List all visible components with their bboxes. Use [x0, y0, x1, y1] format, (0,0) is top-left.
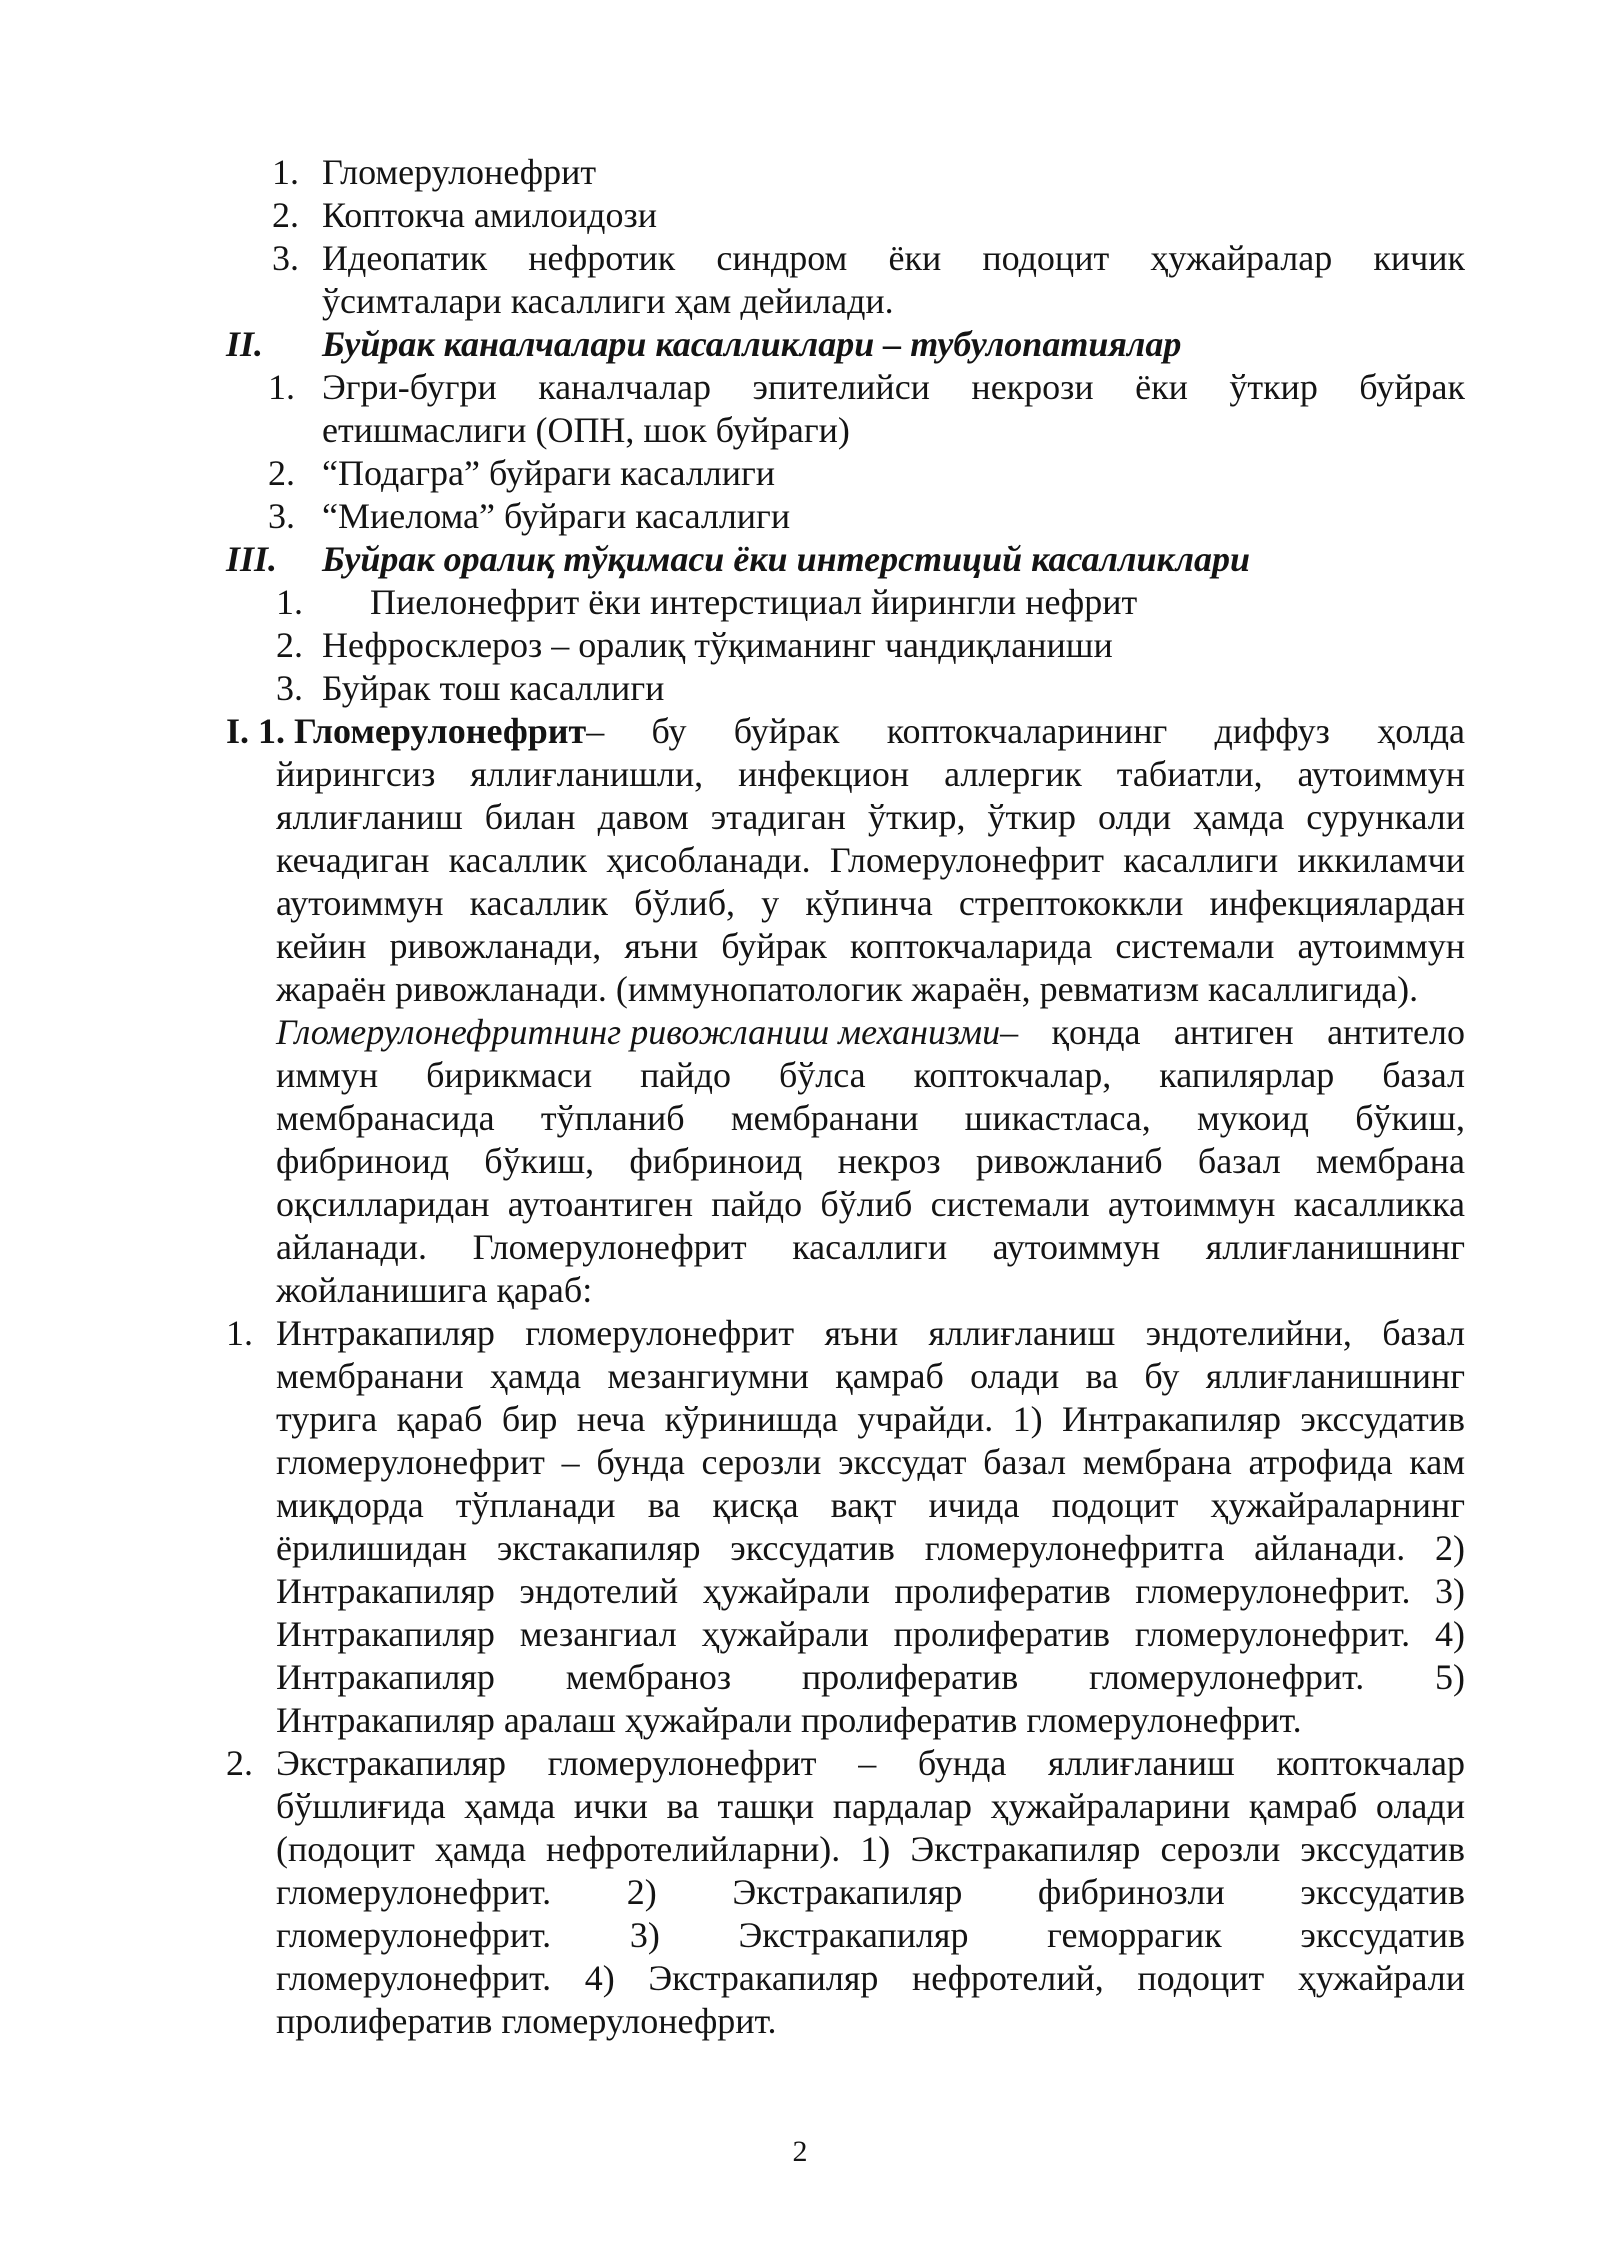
mechanism-first-line [276, 1011, 1465, 1054]
list-number: 2. [268, 453, 295, 493]
paragraph-line: жараён ривожланади. (иммунопатологик жараён, ревматизм касаллигида). [276, 969, 1419, 1009]
paragraph-line: Интракапиляр аралаш ҳужайрали пролифератив гломерулонефрит. [276, 1700, 1302, 1740]
paragraph-line: аутоиммун касаллик бўлиб, у кўпинча стрептококкли инфекциялардан [276, 883, 1465, 923]
list-item: “Подагра” буйраги касаллиги [322, 453, 776, 493]
list-number: 1. [276, 582, 303, 622]
list-number: 1. [226, 1313, 253, 1353]
section-number: III. [226, 539, 278, 579]
list-number: 3. [276, 668, 303, 708]
paragraph-line: Интракапиляр гломерулонефрит яъни яллиғланиш эндотелийни, базал [276, 1313, 1465, 1353]
paragraph-line: Интракапиляр мезангиал ҳужайрали пролифератив гломерулонефрит. 4) [276, 1614, 1465, 1654]
paragraph-line: яллиғланиш билан давом этадиган ўткир, ўткир олди ҳамда сурункали [276, 797, 1465, 837]
list-item: Нефросклероз – оралиқ тўқиманинг чандиқланиши [322, 625, 1113, 665]
paragraph-line: (подоцит ҳамда нефротелийларни). 1) Экстракапиляр серозли экссудатив [276, 1829, 1465, 1869]
paragraph-line: фибриноид бўкиш, фибриноид некроз ривожланиб базал мембрана [276, 1141, 1465, 1181]
list-item: Гломерулонефрит [322, 152, 597, 192]
paragraph-line: гломерулонефрит. 4) Экстракапиляр нефротелий, подоцит ҳужайрали [276, 1958, 1465, 1998]
list-item: Эгри-бугри каналчалар эпителийси некрози ёки ўткир буйрак [322, 367, 1465, 407]
paragraph-line: жойланишига қараб: [276, 1270, 593, 1310]
list-item: “Миелома” буйраги касаллиги [322, 496, 791, 536]
list-number: 2. [272, 195, 299, 235]
list-number: 3. [268, 496, 295, 536]
list-number: 1. [272, 152, 299, 192]
section-heading: Буйрак каналчалари касалликлари – тубулопатиялар [322, 324, 1182, 364]
mechanism-heading: Гломерулонефритнинг ривожланиш механизми [276, 1012, 1001, 1052]
page-number: 2 [792, 2135, 808, 2168]
mechanism-text: – қонда антиген антитело [1000, 1012, 1465, 1052]
paragraph-line: кечадиган касаллик ҳисобланади. Гломерулонефрит касаллиги иккиламчи [276, 840, 1465, 880]
paragraph-line: мембранасида тўпланиб мембранани шикастласа, мукоид бўкиш, [276, 1098, 1465, 1138]
paragraph-line: миқдорда тўпланади ва қисқа вақт ичида подоцит ҳужайраларнинг [276, 1485, 1465, 1525]
paragraph-line: гломерулонефрит. 3) Экстракапиляр геморрагик экссудатив [276, 1915, 1465, 1955]
paragraph-line: пролифератив гломерулонефрит. [276, 2001, 777, 2041]
paragraph-line: ёрилишидан экстакапиляр экссудатив гломерулонефритга айланади. 2) [276, 1528, 1465, 1568]
definition-text: – бу буйрак коптокчаларининг диффуз ҳолда [586, 711, 1465, 751]
paragraph-line: турига қараб бир неча кўринишда учрайди. 1) Интракапиляр экссудатив [276, 1399, 1465, 1439]
paragraph-line: бўшлиғида ҳамда ички ва ташқи пардалар ҳужайраларини қамраб олади [276, 1786, 1465, 1826]
paragraph-line: оқсилларидан аутоантиген пайдо бўлиб системали аутоиммун касалликка [276, 1184, 1465, 1224]
list-number: 3. [272, 238, 299, 278]
paragraph-line: Интракапиляр эндотелий ҳужайрали пролифератив гломерулонефрит. 3) [276, 1571, 1465, 1611]
list-item: Коптокча амилоидози [322, 195, 657, 235]
list-item-continuation: етишмаслиги (ОПН, шок буйраги) [322, 410, 850, 450]
paragraph-line: Экстракапиляр гломерулонефрит – бунда яллиғланиш коптокчалар [276, 1743, 1465, 1783]
paragraph-line: айланади. Гломерулонефрит касаллиги аутоиммун яллиғланишнинг [276, 1227, 1465, 1267]
paragraph-line: йирингсиз яллиғланишли, инфекцион аллергик табиатли, аутоиммун [276, 754, 1465, 794]
section-number: II. [226, 324, 264, 364]
section-heading: Буйрак оралиқ тўқимаси ёки интерстиций касалликлари [322, 539, 1250, 579]
list-item: Пиелонефрит ёки интерстициал йирингли нефрит [370, 582, 1138, 622]
paragraph-line: Интракапиляр мембраноз пролифератив гломерулонефрит. 5) [276, 1657, 1465, 1697]
definition-first-line [226, 710, 1465, 753]
list-item: Буйрак тош касаллиги [322, 668, 665, 708]
paragraph-line: иммун бирикмаси пайдо бўлса коптокчалар, капилярлар базал [276, 1055, 1465, 1095]
paragraph-line: гломерулонефрит. 2) Экстракапиляр фибринозли экссудатив [276, 1872, 1465, 1912]
definition-lead: I. 1. Гломерулонефрит [226, 711, 587, 751]
paragraph-line: гломерулонефрит – бунда серозли экссудат базал мембрана атрофида кам [276, 1442, 1465, 1482]
paragraph-line: кейин ривожланади, яъни буйрак коптокчаларида системали аутоиммун [276, 926, 1465, 966]
list-number: 2. [226, 1743, 253, 1783]
list-item-continuation: ўсимталари касаллиги ҳам дейилади. [322, 281, 894, 321]
list-number: 2. [276, 625, 303, 665]
list-number: 1. [268, 367, 295, 407]
paragraph-line: мембранани ҳамда мезангиумни қамраб олади ва бу яллиғланишнинг [276, 1356, 1465, 1396]
list-item: Идеопатик нефротик синдром ёки подоцит ҳужайралар кичик [322, 238, 1465, 278]
